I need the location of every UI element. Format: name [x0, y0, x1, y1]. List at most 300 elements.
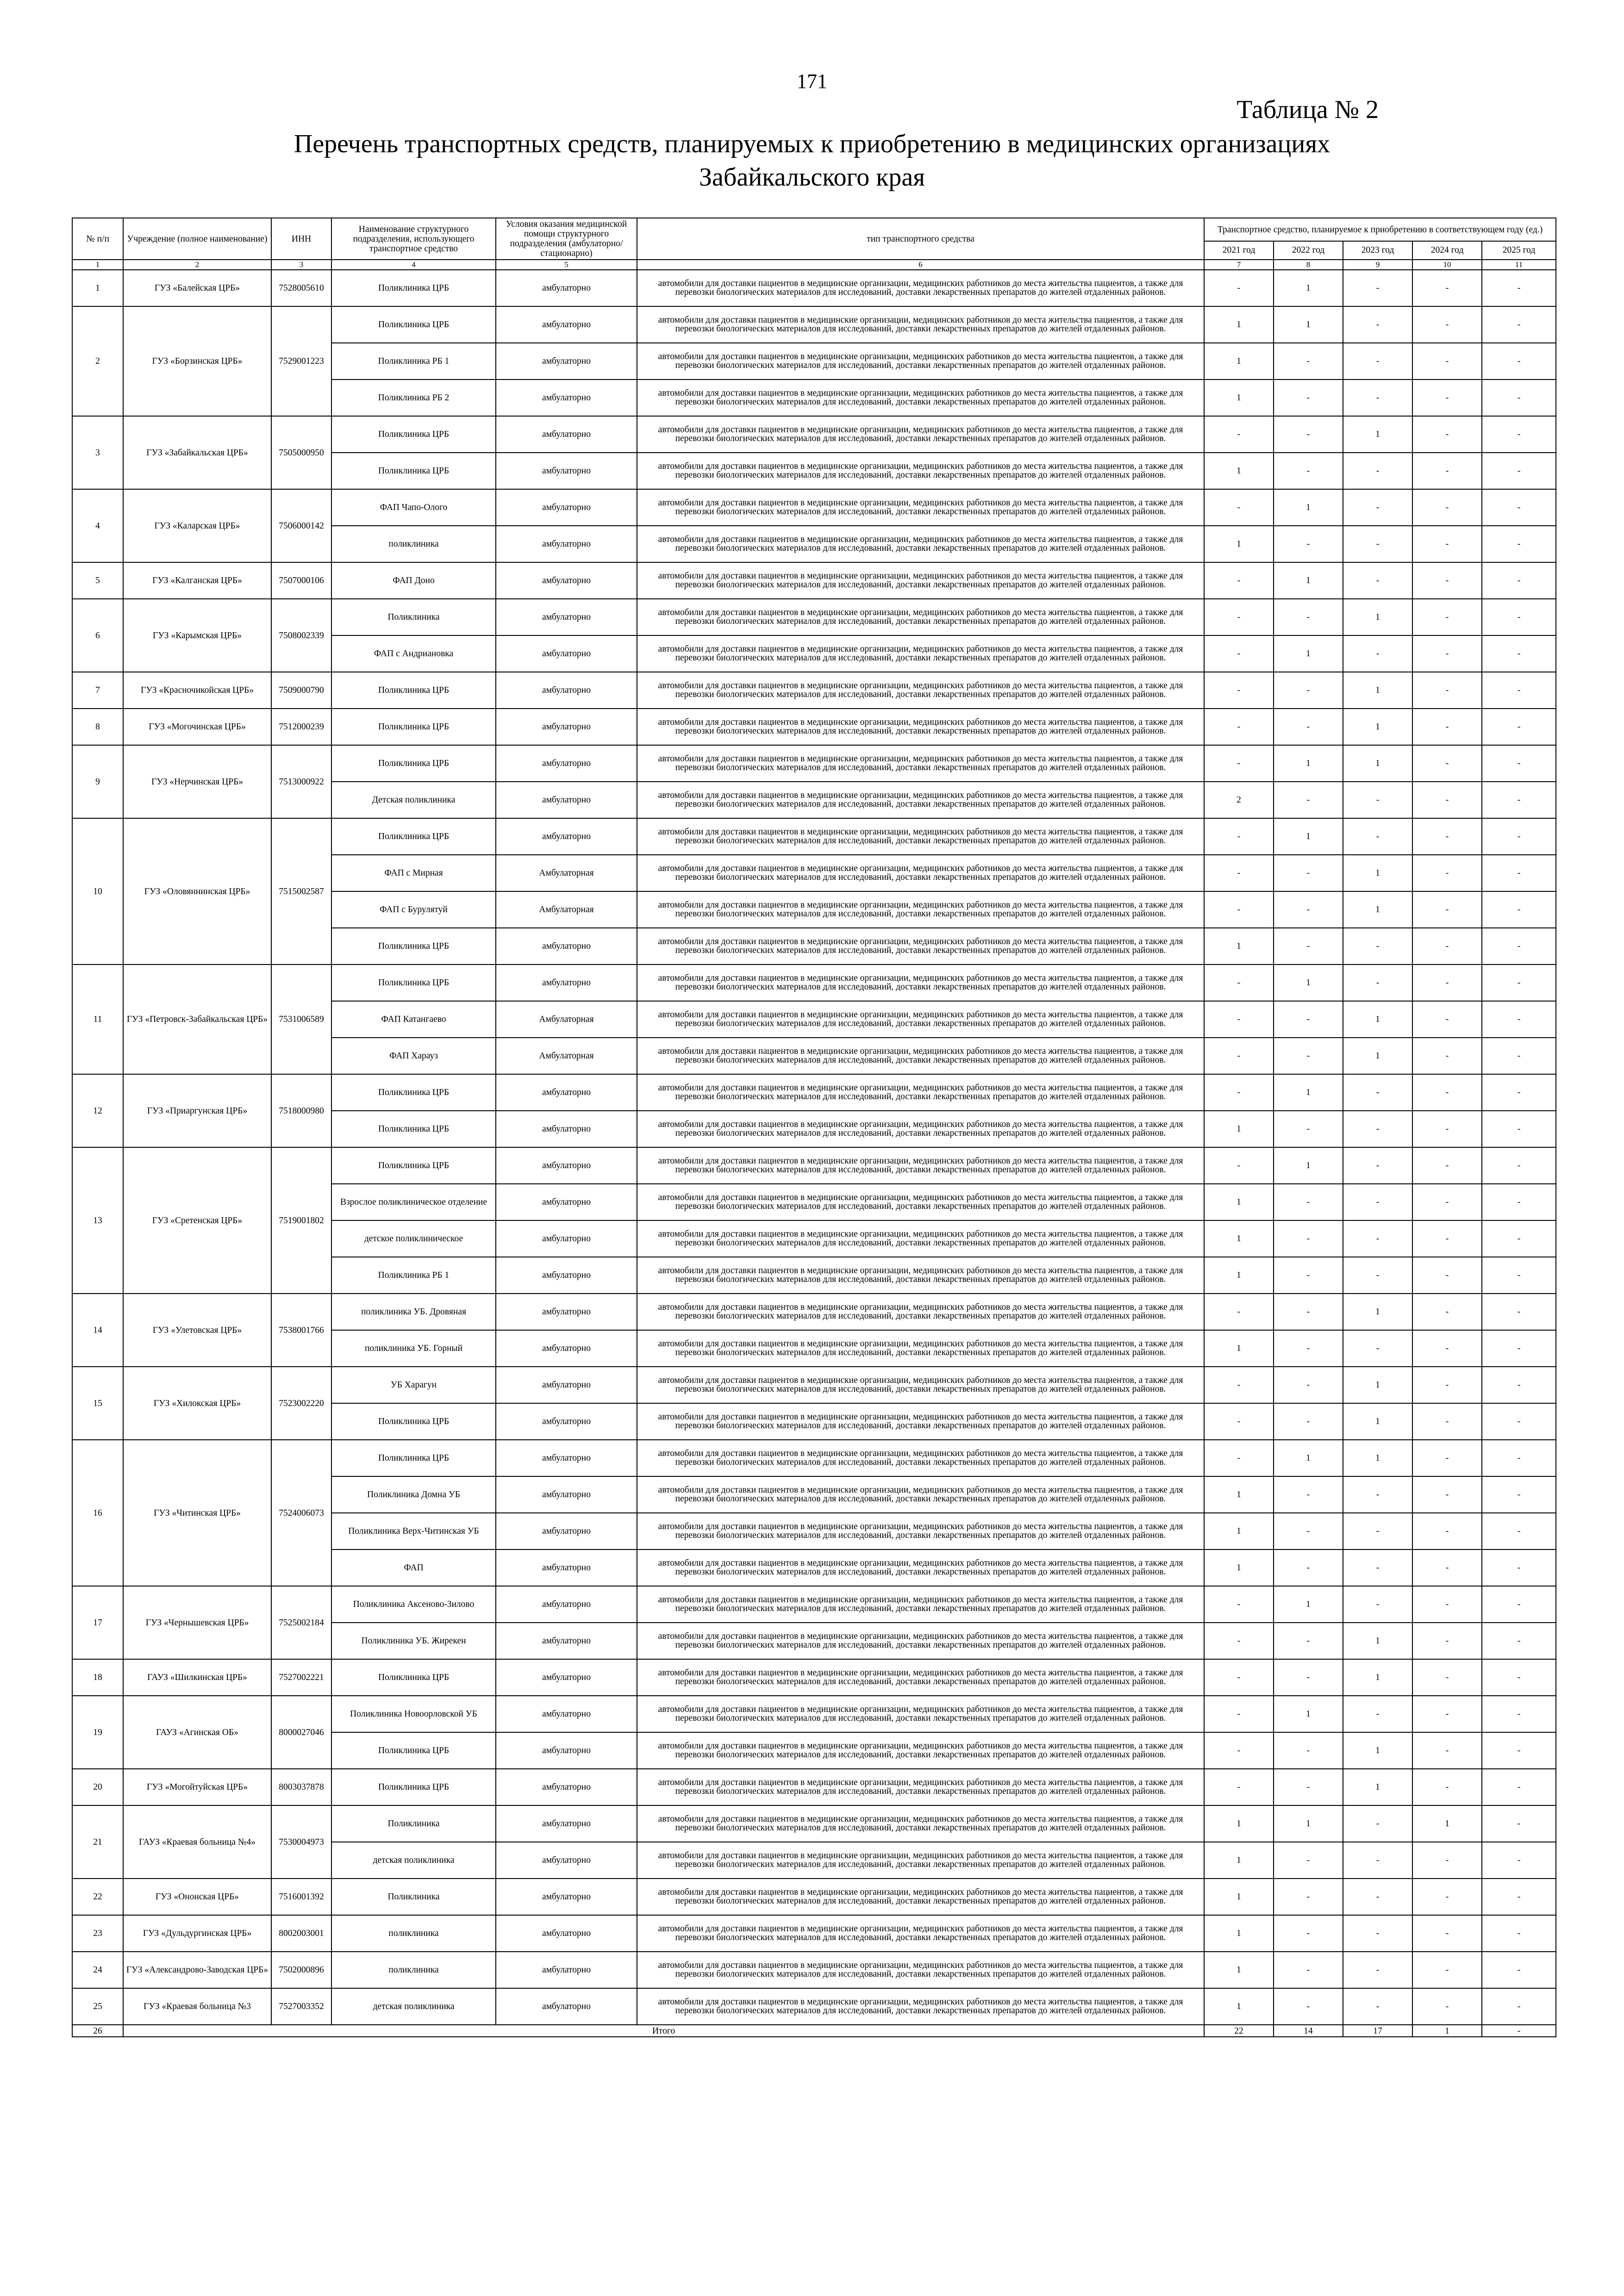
year-count: - [1412, 1330, 1482, 1367]
year-count: 1 [1343, 1659, 1412, 1696]
institution-inn: 7524006073 [271, 1440, 331, 1586]
year-count: - [1343, 1549, 1412, 1586]
institution-name: ГУЗ «Ононская ЦРБ» [123, 1879, 271, 1915]
unit-name: Поликлиника ЦРБ [331, 1732, 496, 1769]
unit-name: ФАП Катангаево [331, 1001, 496, 1038]
vehicle-type: автомобили для доставки пациентов в медицинские организации, медицинских работников до места жительства пациентов, а также для перевозки биологических материалов для исследований, доставки лекарственных препаратов до жителей отдаленных районов. [637, 416, 1204, 453]
year-count: - [1412, 1915, 1482, 1952]
institution-inn: 7528005610 [271, 270, 331, 306]
year-count: - [1412, 1623, 1482, 1659]
vehicle-type: автомобили для доставки пациентов в медицинские организации, медицинских работников до места жительства пациентов, а также для перевозки биологических материалов для исследований, доставки лекарственных препаратов до жителей отдаленных районов. [637, 306, 1204, 343]
care-conditions: амбулаторно [496, 1111, 637, 1147]
care-conditions: амбулаторно [496, 526, 637, 562]
year-count: - [1412, 599, 1482, 635]
year-count: - [1412, 1769, 1482, 1805]
year-count: - [1482, 635, 1556, 672]
unit-name: поликлиника УБ. Горный [331, 1330, 496, 1367]
table-row [72, 1367, 1556, 1403]
unit-name: поликлиника УБ. Дровяная [331, 1294, 496, 1330]
vehicles-table [72, 218, 1556, 2037]
vehicle-type: автомобили для доставки пациентов в медицинские организации, медицинских работников до места жительства пациентов, а также для перевозки биологических материалов для исследований, доставки лекарственных препаратов до жителей отдаленных районов. [637, 1184, 1204, 1220]
unit-name: Поликлиника ЦРБ [331, 1659, 496, 1696]
column-number: 8 [1274, 260, 1343, 270]
year-count: 1 [1274, 562, 1343, 599]
row-number: 23 [72, 1915, 123, 1952]
row-number: 19 [72, 1696, 123, 1769]
unit-name: Поликлиника РБ 2 [331, 380, 496, 416]
vehicle-type: автомобили для доставки пациентов в медицинские организации, медицинских работников до места жительства пациентов, а также для перевозки биологических материалов для исследований, доставки лекарственных препаратов до жителей отдаленных районов. [637, 489, 1204, 526]
column-number: 6 [637, 260, 1204, 270]
year-count: 1 [1343, 1038, 1412, 1074]
year-count: 1 [1343, 1440, 1412, 1476]
vehicle-type: автомобили для доставки пациентов в медицинские организации, медицинских работников до места жительства пациентов, а также для перевозки биологических материалов для исследований, доставки лекарственных препаратов до жителей отдаленных районов. [637, 1294, 1204, 1330]
year-count: - [1204, 1038, 1274, 1074]
care-conditions: амбулаторно [496, 782, 637, 818]
vehicle-type: автомобили для доставки пациентов в медицинские организации, медицинских работников до места жительства пациентов, а также для перевозки биологических материалов для исследований, доставки лекарственных препаратов до жителей отдаленных районов. [637, 1220, 1204, 1257]
care-conditions: амбулаторно [496, 1769, 637, 1805]
vehicle-type: автомобили для доставки пациентов в медицинские организации, медицинских работников до места жительства пациентов, а также для перевозки биологических материалов для исследований, доставки лекарственных препаратов до жителей отдаленных районов. [637, 709, 1204, 745]
year-count: 1 [1274, 1696, 1343, 1732]
year-count: - [1412, 1586, 1482, 1623]
year-count: - [1412, 1549, 1482, 1586]
unit-name: ФАП Доно [331, 562, 496, 599]
care-conditions: амбулаторно [496, 1403, 637, 1440]
year-count: 1 [1343, 416, 1412, 453]
total-year-count: 1 [1412, 2025, 1482, 2037]
table-row [72, 1586, 1556, 1623]
institution-inn: 7538001766 [271, 1294, 331, 1367]
care-conditions: амбулаторно [496, 1732, 637, 1769]
table-row [72, 1074, 1556, 1111]
year-count: - [1482, 270, 1556, 306]
document-title [139, 127, 1485, 194]
institution-name: ГУЗ «Могойтуйская ЦРБ» [123, 1769, 271, 1805]
care-conditions: амбулаторно [496, 416, 637, 453]
year-count: - [1204, 855, 1274, 891]
year-count: - [1482, 1769, 1556, 1805]
care-conditions: амбулаторно [496, 380, 637, 416]
year-count: - [1343, 928, 1412, 964]
year-count: - [1343, 1988, 1412, 2025]
year-count: 1 [1343, 1623, 1412, 1659]
total-year-count: 22 [1204, 2025, 1274, 2037]
year-count: - [1274, 1476, 1343, 1513]
column-number: 4 [331, 260, 496, 270]
year-count: - [1343, 453, 1412, 489]
table-row [72, 1988, 1556, 2025]
unit-name: Поликлиника ЦРБ [331, 745, 496, 782]
year-count: - [1482, 1623, 1556, 1659]
title-line-1: Перечень транспортных средств, планируемых к приобретению в медицинских организациях [294, 130, 1330, 158]
year-count: - [1482, 1440, 1556, 1476]
care-conditions: амбулаторно [496, 599, 637, 635]
table-row [72, 709, 1556, 745]
institution-name: ГУЗ «Краевая больница №3 [123, 1988, 271, 2025]
year-count: 1 [1274, 1147, 1343, 1184]
year-count: - [1482, 599, 1556, 635]
institution-name: ГУЗ «Сретенская ЦРБ» [123, 1147, 271, 1294]
vehicle-type: автомобили для доставки пациентов в медицинские организации, медицинских работников до места жительства пациентов, а также для перевозки биологических материалов для исследований, доставки лекарственных препаратов до жителей отдаленных районов. [637, 1001, 1204, 1038]
year-count: - [1412, 1001, 1482, 1038]
care-conditions: амбулаторно [496, 1257, 637, 1294]
year-count: - [1412, 1294, 1482, 1330]
year-count: 1 [1204, 1220, 1274, 1257]
institution-name: ГУЗ «Карымская ЦРБ» [123, 599, 271, 672]
year-count: - [1412, 1184, 1482, 1220]
year-count: - [1204, 270, 1274, 306]
year-count: - [1412, 1988, 1482, 2025]
column-number: 10 [1412, 260, 1482, 270]
year-count: - [1482, 1513, 1556, 1549]
unit-name: Поликлиника ЦРБ [331, 453, 496, 489]
institution-inn: 7527003352 [271, 1988, 331, 2025]
year-count: - [1482, 1184, 1556, 1220]
institution-inn: 7505000950 [271, 416, 331, 489]
row-number: 16 [72, 1440, 123, 1586]
year-count: - [1482, 855, 1556, 891]
year-count: - [1343, 1184, 1412, 1220]
year-count: 1 [1204, 1330, 1274, 1367]
year-count: - [1482, 1915, 1556, 1952]
row-number: 14 [72, 1294, 123, 1367]
vehicle-type: автомобили для доставки пациентов в медицинские организации, медицинских работников до места жительства пациентов, а также для перевозки биологических материалов для исследований, доставки лекарственных препаратов до жителей отдаленных районов. [637, 380, 1204, 416]
institution-inn: 7525002184 [271, 1586, 331, 1659]
year-count: - [1343, 380, 1412, 416]
care-conditions: Амбулаторная [496, 855, 637, 891]
table-row [72, 745, 1556, 782]
year-count: - [1482, 1988, 1556, 2025]
institution-name: ГАУЗ «Краевая больница №4» [123, 1805, 271, 1879]
year-count: 1 [1204, 928, 1274, 964]
vehicle-type: автомобили для доставки пациентов в медицинские организации, медицинских работников до места жительства пациентов, а также для перевозки биологических материалов для исследований, доставки лекарственных препаратов до жителей отдаленных районов. [637, 1805, 1204, 1842]
vehicle-type: автомобили для доставки пациентов в медицинские организации, медицинских работников до места жительства пациентов, а также для перевозки биологических материалов для исследований, доставки лекарственных препаратов до жителей отдаленных районов. [637, 1403, 1204, 1440]
year-count: 1 [1274, 1586, 1343, 1623]
year-count: 1 [1274, 1074, 1343, 1111]
year-count: - [1274, 1879, 1343, 1915]
year-count: - [1274, 855, 1343, 891]
year-count: - [1412, 306, 1482, 343]
title-line-2: Забайкальского края [699, 163, 925, 192]
year-count: - [1412, 928, 1482, 964]
header-year: 2025 год [1482, 241, 1556, 260]
year-count: - [1412, 709, 1482, 745]
year-count: 1 [1204, 1842, 1274, 1879]
care-conditions: амбулаторно [496, 1147, 637, 1184]
year-count: - [1274, 1549, 1343, 1586]
unit-name: Поликлиника ЦРБ [331, 416, 496, 453]
care-conditions: амбулаторно [496, 1184, 637, 1220]
year-count: - [1412, 1367, 1482, 1403]
year-count: - [1412, 1732, 1482, 1769]
year-count: - [1274, 709, 1343, 745]
vehicle-type: автомобили для доставки пациентов в медицинские организации, медицинских работников до места жительства пациентов, а также для перевозки биологических материалов для исследований, доставки лекарственных препаратов до жителей отдаленных районов. [637, 343, 1204, 380]
institution-name: ГУЗ «Приаргунская ЦРБ» [123, 1074, 271, 1147]
table-row [72, 270, 1556, 306]
page-number: 171 [797, 70, 827, 93]
unit-name: ФАП Чапо-Олого [331, 489, 496, 526]
year-count: - [1482, 380, 1556, 416]
table-row [72, 672, 1556, 709]
year-count: - [1204, 745, 1274, 782]
year-count: - [1482, 1220, 1556, 1257]
year-count: - [1343, 964, 1412, 1001]
unit-name: Поликлиника ЦРБ [331, 1440, 496, 1476]
header-year: 2021 год [1204, 241, 1274, 260]
row-number: 12 [72, 1074, 123, 1147]
table-row [72, 416, 1556, 453]
row-number: 8 [72, 709, 123, 745]
year-count: 1 [1204, 1952, 1274, 1988]
year-count: - [1343, 306, 1412, 343]
care-conditions: амбулаторно [496, 1952, 637, 1988]
unit-name: ФАП Харауз [331, 1038, 496, 1074]
year-count: - [1482, 1476, 1556, 1513]
vehicle-type: автомобили для доставки пациентов в медицинские организации, медицинских работников до места жительства пациентов, а также для перевозки биологических материалов для исследований, доставки лекарственных препаратов до жителей отдаленных районов. [637, 1549, 1204, 1586]
year-count: - [1343, 1074, 1412, 1111]
year-count: - [1412, 745, 1482, 782]
year-count: - [1412, 1147, 1482, 1184]
institution-inn: 7529001223 [271, 306, 331, 416]
vehicle-type: автомобили для доставки пациентов в медицинские организации, медицинских работников до места жительства пациентов, а также для перевозки биологических материалов для исследований, доставки лекарственных препаратов до жителей отдаленных районов. [637, 964, 1204, 1001]
year-count: 1 [1274, 1805, 1343, 1842]
year-count: - [1343, 635, 1412, 672]
institution-name: ГУЗ «Красночикойская ЦРБ» [123, 672, 271, 709]
year-count: - [1412, 1257, 1482, 1294]
vehicle-type: автомобили для доставки пациентов в медицинские организации, медицинских работников до места жительства пациентов, а также для перевозки биологических материалов для исследований, доставки лекарственных препаратов до жителей отдаленных районов. [637, 1257, 1204, 1294]
vehicle-type: автомобили для доставки пациентов в медицинские организации, медицинских работников до места жительства пациентов, а также для перевозки биологических материалов для исследований, доставки лекарственных препаратов до жителей отдаленных районов. [637, 1915, 1204, 1952]
year-count: - [1274, 1915, 1343, 1952]
institution-inn: 7530004973 [271, 1805, 331, 1879]
column-number: 3 [271, 260, 331, 270]
year-count: - [1412, 782, 1482, 818]
year-count: - [1343, 1220, 1412, 1257]
year-count: - [1274, 343, 1343, 380]
year-count: 1 [1204, 453, 1274, 489]
institution-name: ГУЗ «Улетовская ЦРБ» [123, 1294, 271, 1367]
year-count: - [1482, 818, 1556, 855]
table-row [72, 1440, 1556, 1476]
year-count: - [1343, 1257, 1412, 1294]
year-count: - [1343, 1330, 1412, 1367]
year-count: - [1274, 1038, 1343, 1074]
year-count: - [1482, 1367, 1556, 1403]
year-count: - [1204, 1732, 1274, 1769]
vehicle-type: автомобили для доставки пациентов в медицинские организации, медицинских работников до места жительства пациентов, а также для перевозки биологических материалов для исследований, доставки лекарственных препаратов до жителей отдаленных районов. [637, 1586, 1204, 1623]
year-count: 1 [1204, 1549, 1274, 1586]
unit-name: Поликлиника Новоорловской УБ [331, 1696, 496, 1732]
care-conditions: амбулаторно [496, 1586, 637, 1623]
unit-name: детская поликлиника [331, 1842, 496, 1879]
institution-inn: 7507000106 [271, 562, 331, 599]
care-conditions: амбулаторно [496, 818, 637, 855]
institution-inn: 7513000922 [271, 745, 331, 818]
vehicle-type: автомобили для доставки пациентов в медицинские организации, медицинских работников до места жительства пациентов, а также для перевозки биологических материалов для исследований, доставки лекарственных препаратов до жителей отдаленных районов. [637, 928, 1204, 964]
year-count: - [1343, 270, 1412, 306]
vehicle-type: автомобили для доставки пациентов в медицинские организации, медицинских работников до места жительства пациентов, а также для перевозки биологических материалов для исследований, доставки лекарственных препаратов до жителей отдаленных районов. [637, 1367, 1204, 1403]
year-count: 1 [1204, 1988, 1274, 2025]
unit-name: Поликлиника ЦРБ [331, 1147, 496, 1184]
row-number: 3 [72, 416, 123, 489]
vehicle-type: автомобили для доставки пациентов в медицинские организации, медицинских работников до места жительства пациентов, а также для перевозки биологических материалов для исследований, доставки лекарственных препаратов до жителей отдаленных районов. [637, 562, 1204, 599]
row-number: 2 [72, 306, 123, 416]
year-count: 1 [1204, 1915, 1274, 1952]
care-conditions: амбулаторно [496, 453, 637, 489]
table-row [72, 818, 1556, 855]
year-count: - [1412, 343, 1482, 380]
institution-name: ГУЗ «Оловяннинская ЦРБ» [123, 818, 271, 964]
table-row [72, 1769, 1556, 1805]
unit-name: детское поликлиническое [331, 1220, 496, 1257]
year-count: - [1482, 1732, 1556, 1769]
care-conditions: амбулаторно [496, 343, 637, 380]
vehicle-type: автомобили для доставки пациентов в медицинские организации, медицинских работников до места жительства пациентов, а также для перевозки биологических материалов для исследований, доставки лекарственных препаратов до жителей отдаленных районов. [637, 1330, 1204, 1367]
unit-name: Поликлиника [331, 599, 496, 635]
unit-name: Взрослое поликлиническое отделение [331, 1184, 496, 1220]
year-count: - [1343, 1476, 1412, 1513]
year-count: - [1204, 1147, 1274, 1184]
header-institution: Учреждение (полное наименование) [123, 218, 271, 260]
total-year-count: 17 [1343, 2025, 1412, 2037]
year-count: - [1274, 1732, 1343, 1769]
unit-name: поликлиника [331, 526, 496, 562]
year-count: - [1412, 1659, 1482, 1696]
year-count: - [1204, 1769, 1274, 1805]
year-count: - [1204, 562, 1274, 599]
unit-name: Поликлиника ЦРБ [331, 1111, 496, 1147]
year-count: - [1274, 380, 1343, 416]
vehicle-type: автомобили для доставки пациентов в медицинские организации, медицинских работников до места жительства пациентов, а также для перевозки биологических материалов для исследований, доставки лекарственных препаратов до жителей отдаленных районов. [637, 745, 1204, 782]
institution-name: ГУЗ «Александрово-Заводская ЦРБ» [123, 1952, 271, 1988]
year-count: - [1482, 1659, 1556, 1696]
unit-name: Поликлиника ЦРБ [331, 270, 496, 306]
year-count: - [1343, 818, 1412, 855]
year-count: - [1343, 1915, 1412, 1952]
institution-name: ГУЗ «Читинская ЦРБ» [123, 1440, 271, 1586]
institution-inn: 8002003001 [271, 1915, 331, 1952]
care-conditions: амбулаторно [496, 1988, 637, 2025]
year-count: - [1482, 709, 1556, 745]
year-count: - [1274, 1623, 1343, 1659]
institution-name: ГУЗ «Калганская ЦРБ» [123, 562, 271, 599]
care-conditions: амбулаторно [496, 1915, 637, 1952]
year-count: - [1412, 1513, 1482, 1549]
institution-name: ГУЗ «Каларская ЦРБ» [123, 489, 271, 562]
year-count: 1 [1204, 1879, 1274, 1915]
vehicle-type: автомобили для доставки пациентов в медицинские организации, медицинских работников до места жительства пациентов, а также для перевозки биологических материалов для исследований, доставки лекарственных препаратов до жителей отдаленных районов. [637, 1476, 1204, 1513]
year-count: - [1482, 343, 1556, 380]
total-number: 26 [72, 2025, 123, 2037]
unit-name: Поликлиника Домна УБ [331, 1476, 496, 1513]
year-count: 1 [1412, 1805, 1482, 1842]
year-count: - [1482, 1805, 1556, 1842]
institution-inn: 7518000980 [271, 1074, 331, 1147]
year-count: - [1204, 635, 1274, 672]
year-count: - [1412, 1696, 1482, 1732]
year-count: - [1412, 1879, 1482, 1915]
year-count: - [1482, 891, 1556, 928]
year-count: - [1482, 1001, 1556, 1038]
year-count: - [1274, 1659, 1343, 1696]
table-row [72, 306, 1556, 343]
institution-inn: 7519001802 [271, 1147, 331, 1294]
year-count: - [1482, 782, 1556, 818]
year-count: 2 [1204, 782, 1274, 818]
institution-inn: 7515002587 [271, 818, 331, 964]
year-count: 1 [1204, 306, 1274, 343]
year-count: - [1274, 1001, 1343, 1038]
header-conditions: Условия оказания медицинской помощи структурного подразделения (амбулаторно/стационарно) [496, 218, 637, 260]
year-count: - [1343, 1879, 1412, 1915]
year-count: 1 [1343, 745, 1412, 782]
row-number: 24 [72, 1952, 123, 1988]
institution-name: ГУЗ «Балейская ЦРБ» [123, 270, 271, 306]
row-number: 13 [72, 1147, 123, 1294]
year-count: - [1482, 1038, 1556, 1074]
vehicle-type: автомобили для доставки пациентов в медицинские организации, медицинских работников до места жительства пациентов, а также для перевозки биологических материалов для исследований, доставки лекарственных препаратов до жителей отдаленных районов. [637, 782, 1204, 818]
year-count: - [1482, 1074, 1556, 1111]
row-number: 21 [72, 1805, 123, 1879]
care-conditions: амбулаторно [496, 745, 637, 782]
unit-name: Поликлиника [331, 1879, 496, 1915]
care-conditions: амбулаторно [496, 306, 637, 343]
care-conditions: амбулаторно [496, 709, 637, 745]
institution-name: ГУЗ «Дульдургинская ЦРБ» [123, 1915, 271, 1952]
unit-name: ФАП [331, 1549, 496, 1586]
unit-name: Поликлиника Верх-Читинская УБ [331, 1513, 496, 1549]
unit-name: ФАП с Мирная [331, 855, 496, 891]
vehicle-type: автомобили для доставки пациентов в медицинские организации, медицинских работников до места жительства пациентов, а также для перевозки биологических материалов для исследований, доставки лекарственных препаратов до жителей отдаленных районов. [637, 1440, 1204, 1476]
care-conditions: амбулаторно [496, 1879, 637, 1915]
year-count: - [1343, 1111, 1412, 1147]
header-year: 2023 год [1343, 241, 1412, 260]
year-count: 1 [1343, 1367, 1412, 1403]
year-count: - [1482, 1879, 1556, 1915]
year-count: 1 [1204, 526, 1274, 562]
vehicle-type: автомобили для доставки пациентов в медицинские организации, медицинских работников до места жительства пациентов, а также для перевозки биологических материалов для исследований, доставки лекарственных препаратов до жителей отдаленных районов. [637, 891, 1204, 928]
unit-name: Детская поликлиника [331, 782, 496, 818]
year-count: - [1274, 1988, 1343, 2025]
year-count: - [1482, 1403, 1556, 1440]
year-count: - [1204, 818, 1274, 855]
year-count: - [1274, 1184, 1343, 1220]
institution-inn: 7506000142 [271, 489, 331, 562]
year-count: - [1204, 1659, 1274, 1696]
vehicle-type: автомобили для доставки пациентов в медицинские организации, медицинских работников до места жительства пациентов, а также для перевозки биологических материалов для исследований, доставки лекарственных препаратов до жителей отдаленных районов. [637, 1513, 1204, 1549]
year-count: 1 [1343, 709, 1412, 745]
institution-inn: 7512000239 [271, 709, 331, 745]
year-count: - [1204, 599, 1274, 635]
year-count: - [1412, 1476, 1482, 1513]
vehicle-type: автомобили для доставки пациентов в медицинские организации, медицинских работников до места жительства пациентов, а также для перевозки биологических материалов для исследований, доставки лекарственных препаратов до жителей отдаленных районов. [637, 1879, 1204, 1915]
year-count: 1 [1274, 818, 1343, 855]
header-year: 2024 год [1412, 241, 1482, 260]
row-number: 17 [72, 1586, 123, 1659]
row-number: 15 [72, 1367, 123, 1440]
vehicle-type: автомобили для доставки пациентов в медицинские организации, медицинских работников до места жительства пациентов, а также для перевозки биологических материалов для исследований, доставки лекарственных препаратов до жителей отдаленных районов. [637, 1074, 1204, 1111]
year-count: - [1482, 1294, 1556, 1330]
unit-name: Поликлиника ЦРБ [331, 1769, 496, 1805]
row-number: 1 [72, 270, 123, 306]
unit-name: ФАП с Андриановка [331, 635, 496, 672]
year-count: - [1204, 964, 1274, 1001]
header-vehicle-type: тип транспортного средства [637, 218, 1204, 260]
year-count: 1 [1343, 1769, 1412, 1805]
year-count: - [1343, 1696, 1412, 1732]
year-count: - [1482, 928, 1556, 964]
year-count: - [1482, 964, 1556, 1001]
unit-name: Поликлиника Аксеново-Зиловo [331, 1586, 496, 1623]
year-count: 1 [1204, 1805, 1274, 1842]
